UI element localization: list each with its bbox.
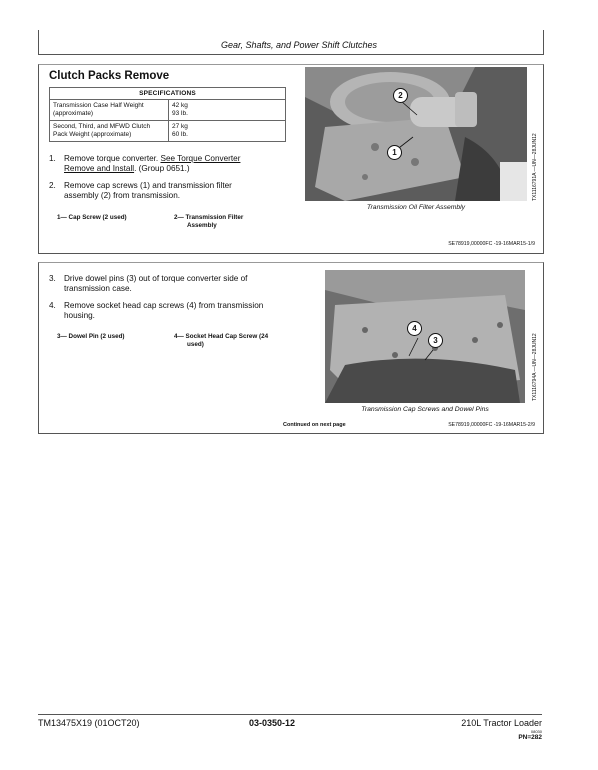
transmission-case-photo xyxy=(325,270,525,403)
table-row xyxy=(50,100,286,121)
photo-illustration xyxy=(325,270,525,403)
figure-code: TX1116794A —UN—28JUN12 xyxy=(532,333,538,401)
callout-3: 3 xyxy=(428,333,443,348)
transmission-filter-photo xyxy=(305,67,527,201)
footer-rule xyxy=(38,714,542,715)
legend-item-2: 2— Transmission Filter Assembly xyxy=(174,214,244,229)
spec-value: 27 kg 60 lb. xyxy=(169,121,286,142)
reference-code: SE78919,00000FC -19-16MAR15-2/9 xyxy=(448,422,535,428)
section-header-title: Gear, Shafts, and Power Shift Clutches xyxy=(220,40,378,50)
section-dowel-pins-cap-screws: 3. Drive dowel pins (3) out of torque converter side of transmission case. 4. Remove socket head cap screws (4) from transmission housing. 3— Dowel Pin (2 used) 4— Socket Head Cap Screw (24 used) 4 3 Transmission Cap Screws and Dowel Pins TX1116794A —UN—28JUN12 Continued on next page SE78919,00000FC -19-16MAR15-2/9 xyxy=(38,262,544,434)
section-title: Clutch Packs Remove xyxy=(49,70,170,82)
figure-caption: Transmission Oil Filter Assembly xyxy=(366,204,466,211)
pn-number: PN=282 xyxy=(518,734,542,741)
table-row xyxy=(50,121,286,142)
callout-1: 1 xyxy=(387,145,402,160)
legend-item-3: 3— Dowel Pin (2 used) xyxy=(57,333,125,340)
legend-item-1: 1— Cap Screw (2 used) xyxy=(57,214,127,221)
footer-code: 08030 xyxy=(530,729,542,734)
page-number: 03-0350-12 xyxy=(249,718,296,728)
spec-label: Second, Third, and MFWD Clutch Pack Weight (approximate) xyxy=(50,121,169,142)
manual-number: TM13475X19 (01OCT20) xyxy=(38,718,140,728)
torque-converter-link[interactable]: See Torque Converter xyxy=(160,154,241,163)
torque-converter-link-cont[interactable]: Remove and Install xyxy=(64,164,135,173)
specifications-table xyxy=(49,87,286,142)
model-name: 210L Tractor Loader xyxy=(461,718,542,728)
figure-caption: Transmission Cap Screws and Dowel Pins xyxy=(361,406,489,413)
specifications-heading: SPECIFICATIONS xyxy=(50,88,286,100)
spec-label: Transmission Case Half Weight (approximate) xyxy=(50,100,169,121)
spec-value: 42 kg 93 lb. xyxy=(169,100,286,121)
callout-4: 4 xyxy=(407,321,422,336)
figure-code: TX1116791A —UN—28JUN12 xyxy=(532,133,538,201)
photo-illustration xyxy=(305,67,527,201)
legend-item-4: 4— Socket Head Cap Screw (24 used) xyxy=(174,333,269,348)
reference-code: SE78919,00000FC -19-16MAR15-1/9 xyxy=(448,241,535,247)
continued-note: Continued on next page xyxy=(283,422,346,428)
callout-2: 2 xyxy=(393,88,408,103)
section-clutch-packs-remove: Clutch Packs Remove SPECIFICATIONS Transmission Case Half Weight (approximate) 42 kg 93 lb. Second, Third, and MFWD Clutch Pack Weight (approximate) 27 kg 60 lb. 1. Remove torque converter. See Torque Converter Remove and Install. (Group 0651.) 2. Remove cap screws (1) and transmission filter assembly (2) from transmission. 1— Cap Screw (2 used) 2— Transmission Filter Assembly 2 1 Transmission Oil Filter Assembly TX1116791A —UN—28JUN12 SE78919,00000FC -19-16MAR15-1/9 xyxy=(38,64,544,254)
